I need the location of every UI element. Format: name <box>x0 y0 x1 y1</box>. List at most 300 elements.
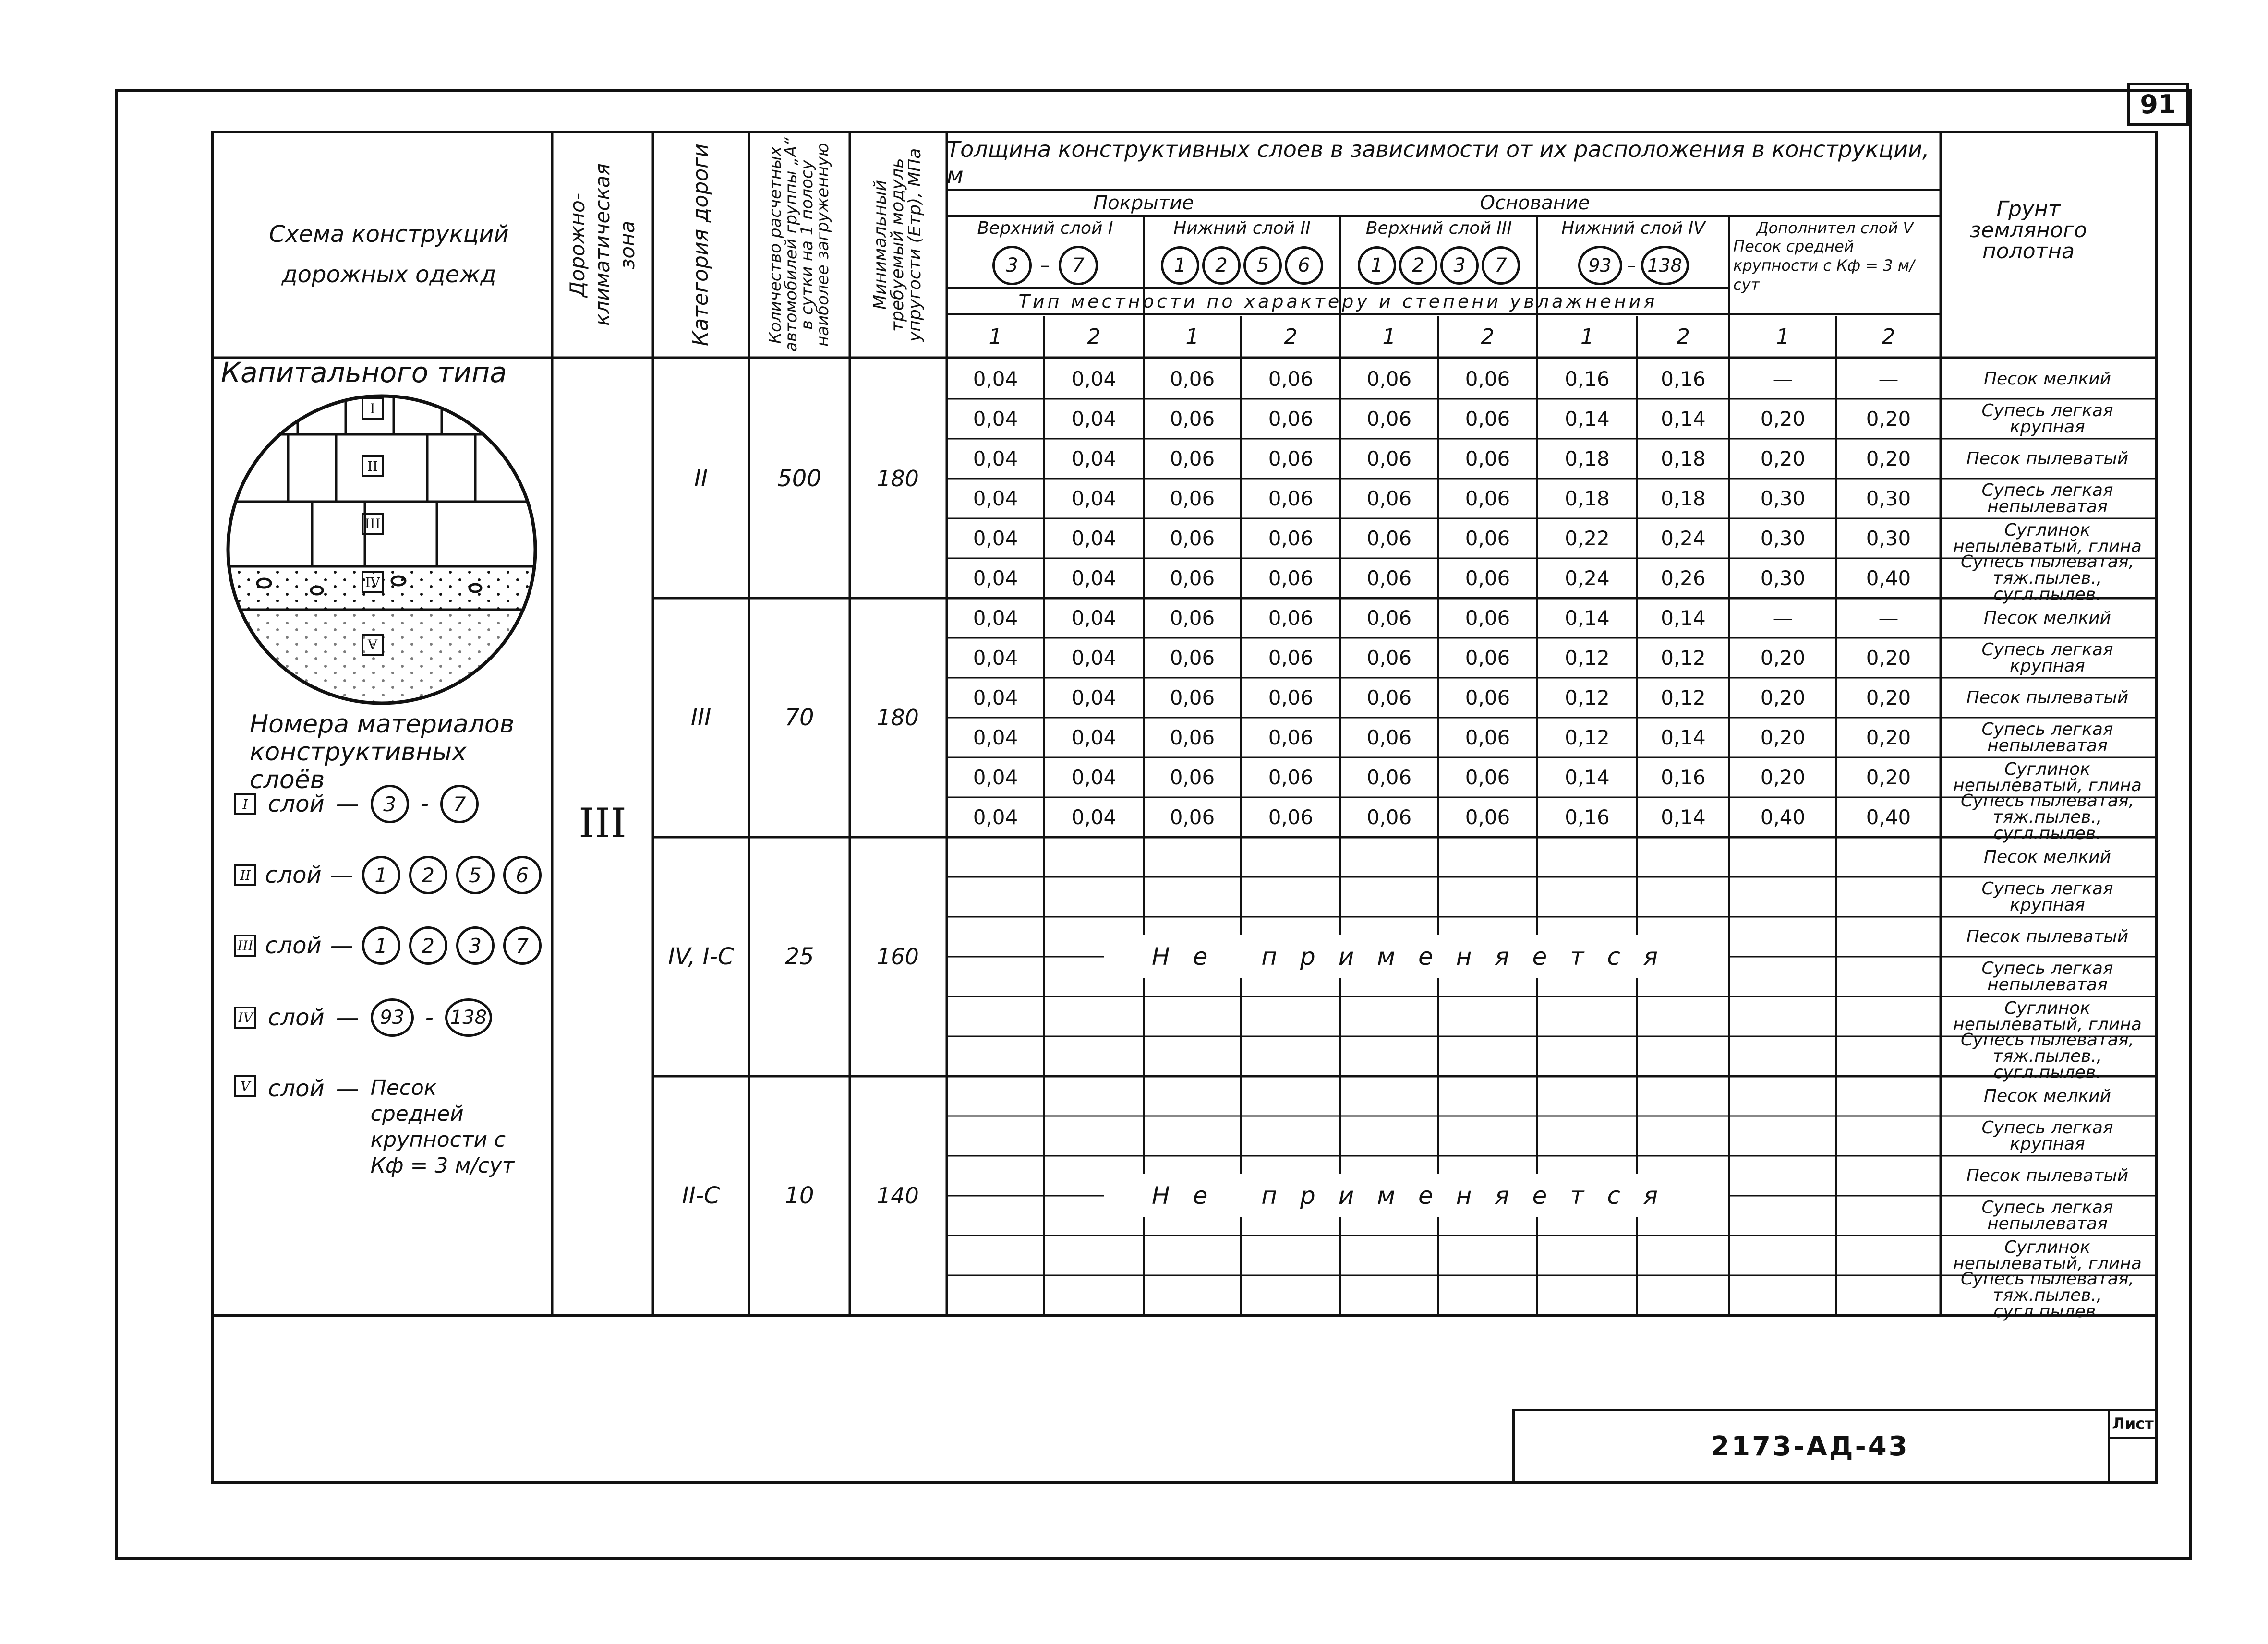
thickness-cell <box>1836 917 1941 957</box>
thickness-cell <box>1637 1036 1729 1076</box>
thickness-cell <box>1241 1275 1340 1315</box>
soil-type: Супесь легкая непылеватая <box>1981 719 2113 756</box>
thickness-cell <box>947 1156 1044 1196</box>
thickness-cell: 0,16 <box>1661 367 1706 391</box>
traffic-count: 10 <box>784 1182 814 1209</box>
thickness-cell <box>1340 1076 1438 1116</box>
thickness-cell: 0,06 <box>1268 606 1314 630</box>
soil-type: Супесь легкая крупная <box>1981 878 2113 915</box>
thickness-cell <box>1044 996 1144 1036</box>
thickness-cell <box>1637 837 1729 877</box>
thickness-cell <box>1729 1036 1836 1076</box>
thickness-cell: 0,06 <box>1465 606 1510 630</box>
subcolumn-number: 1 <box>989 324 1002 349</box>
thickness-cell: 0,20 <box>1760 407 1806 431</box>
required-modulus: 160 <box>877 944 919 970</box>
thickness-cell: 0,26 <box>1661 566 1706 590</box>
header-modulus: Минимальный требуемый модуль упругости (Етр), МПа <box>870 148 925 342</box>
thickness-cell: 0,06 <box>1366 606 1412 630</box>
thickness-cell: 0,06 <box>1465 566 1510 590</box>
thickness-cell: 0,06 <box>1366 447 1412 470</box>
header-category: Категория дороги <box>688 144 713 346</box>
code-circle: 3 <box>371 785 409 823</box>
legend-dash: — <box>330 932 353 959</box>
thickness-cell: 0,06 <box>1170 606 1215 630</box>
thickness-cell: 0,06 <box>1170 487 1215 510</box>
traffic-count: 25 <box>784 943 814 970</box>
legend-layer-word: слой <box>268 791 325 817</box>
thickness-cell <box>1836 837 1941 877</box>
thickness-cell <box>1044 1036 1144 1076</box>
thickness-cell: 0,18 <box>1661 487 1706 510</box>
header-terrain: Тип местности по характеру и степени увлажнения <box>1018 291 1658 312</box>
thickness-cell: 0,04 <box>1071 527 1117 550</box>
sheet-label: Лист <box>2108 1410 2158 1439</box>
thickness-cell <box>1729 877 1836 917</box>
soil-type: Суглинок непылеватый, глина <box>1953 998 2142 1034</box>
layer-mark: III <box>234 935 256 957</box>
thickness-cell <box>1144 1116 1241 1156</box>
thickness-cell <box>1144 1275 1241 1315</box>
thickness-cell: 0,16 <box>1661 766 1706 789</box>
thickness-cell: 0,12 <box>1661 686 1706 709</box>
thickness-cell <box>1241 996 1340 1036</box>
thickness-cell: 0,20 <box>1866 646 1911 670</box>
codes-layer4 <box>1537 244 1729 287</box>
code-circle: 93 <box>371 998 414 1037</box>
thickness-cell <box>1537 996 1637 1036</box>
legend-dash: — <box>336 1075 359 1102</box>
subcolumn-number: 2 <box>1481 324 1495 349</box>
legend-layer-word: слой <box>268 1075 325 1102</box>
thickness-cell: 0,06 <box>1366 805 1412 829</box>
road-category: II-С <box>682 1182 720 1209</box>
thickness-cell: 0,04 <box>973 606 1018 630</box>
thickness-cell: 0,24 <box>1661 527 1706 550</box>
thickness-cell: 0,18 <box>1565 487 1610 510</box>
header-layer2: Нижний слой II <box>1173 218 1311 238</box>
thickness-cell <box>1044 1116 1144 1156</box>
header-layer1: Верхний слой I <box>977 218 1113 238</box>
subcolumn-number: 1 <box>1580 324 1594 349</box>
header-thickness: Толщина конструктивных слоев в зависимости от их расположения в конструкции, м <box>947 136 1930 188</box>
soil-type: Суглинок непылеватый, глина <box>1953 1237 2142 1273</box>
code-circle: 3 <box>1440 246 1479 285</box>
code-dash: – <box>1627 255 1636 276</box>
code-circle: 2 <box>1202 246 1241 285</box>
thickness-cell: 0,06 <box>1366 646 1412 670</box>
legend-dash: — <box>336 791 359 817</box>
thickness-cell: 0,20 <box>1760 726 1806 749</box>
soil-type: Песок мелкий <box>1983 847 2111 867</box>
code-circle: 1 <box>1358 246 1396 285</box>
thickness-cell <box>1729 837 1836 877</box>
thickness-cell: 0,20 <box>1760 766 1806 789</box>
thickness-cell <box>947 1196 1044 1236</box>
thickness-cell: 0,04 <box>1071 367 1117 391</box>
thickness-cell <box>1044 1076 1144 1116</box>
legend-layer-word: слой <box>265 932 322 959</box>
thickness-cell <box>947 957 1044 996</box>
thickness-cell: 0,30 <box>1760 527 1806 550</box>
legend-row-3 <box>234 924 542 967</box>
thickness-cell <box>1537 877 1637 917</box>
thickness-cell <box>1729 917 1836 957</box>
soil-type: Супесь пылеватая, тяж.пылев., сугл.пылев. <box>1960 791 2135 843</box>
code-circle: 5 <box>456 856 495 894</box>
required-modulus: 180 <box>877 466 919 492</box>
subcolumn-number: 1 <box>1382 324 1396 349</box>
traffic-count: 500 <box>777 465 821 492</box>
soil-type: Песок пылеватый <box>1966 1165 2129 1186</box>
thickness-cell: 0,14 <box>1661 407 1706 431</box>
thickness-cell: 0,22 <box>1565 527 1610 550</box>
thickness-cell <box>1044 837 1144 877</box>
document-code: 2173-АД-43 <box>1711 1431 1909 1462</box>
thickness-cell <box>947 1116 1044 1156</box>
thickness-cell: 0,20 <box>1866 407 1911 431</box>
thickness-cell: 0,04 <box>973 566 1018 590</box>
thickness-cell <box>1144 837 1241 877</box>
thickness-cell <box>1438 1236 1537 1275</box>
code-circle: 1 <box>362 926 400 965</box>
code-circle: 5 <box>1243 246 1282 285</box>
thickness-cell: 0,14 <box>1661 726 1706 749</box>
thickness-cell: 0,20 <box>1866 766 1911 789</box>
thickness-cell <box>1836 1275 1941 1315</box>
thickness-cell: 0,06 <box>1268 527 1314 550</box>
thickness-cell: 0,12 <box>1661 646 1706 670</box>
header-osnovanie: Основание <box>1480 192 1590 214</box>
thickness-cell <box>1729 1156 1836 1196</box>
thickness-cell: 0,06 <box>1268 447 1314 470</box>
thickness-cell: 0,20 <box>1866 447 1911 470</box>
header-layer5: Дополнител слой V <box>1756 219 1914 237</box>
thickness-cell: 0,06 <box>1465 407 1510 431</box>
thickness-cell: 0,06 <box>1268 646 1314 670</box>
thickness-cell <box>1637 1275 1729 1315</box>
thickness-cell: 0,12 <box>1565 686 1610 709</box>
road-category: III <box>690 704 712 731</box>
code-circle: 2 <box>409 926 447 965</box>
thickness-cell <box>1537 1116 1637 1156</box>
thickness-cell: 0,04 <box>973 447 1018 470</box>
thickness-cell <box>947 837 1044 877</box>
thickness-cell: 0,06 <box>1465 447 1510 470</box>
thickness-cell <box>1438 996 1537 1036</box>
thickness-cell: 0,06 <box>1268 726 1314 749</box>
thickness-cell: 0,06 <box>1465 527 1510 550</box>
thickness-cell: 0,06 <box>1170 447 1215 470</box>
layer-mark: V <box>234 1075 256 1097</box>
layer-mark: IV <box>362 571 384 593</box>
thickness-cell <box>1637 877 1729 917</box>
thickness-cell <box>1144 1036 1241 1076</box>
thickness-cell: 0,04 <box>973 487 1018 510</box>
thickness-cell <box>1438 1275 1537 1315</box>
thickness-cell: 0,04 <box>973 805 1018 829</box>
soil-type: Песок мелкий <box>1983 369 2111 389</box>
soil-type: Песок пылеватый <box>1966 448 2129 468</box>
soil-type: Песок пылеватый <box>1966 687 2129 708</box>
legend-layer-word: слой <box>265 862 322 888</box>
subcolumn-number: 2 <box>1284 324 1298 349</box>
thickness-cell: 0,06 <box>1465 646 1510 670</box>
legend-layer5-text: Песок средней крупности с Кф = 3 м/сут <box>370 1076 515 1178</box>
thickness-cell: 0,06 <box>1465 487 1510 510</box>
thickness-cell: — <box>1878 606 1899 630</box>
thickness-cell: 0,20 <box>1760 646 1806 670</box>
thickness-cell <box>1537 837 1637 877</box>
thickness-cell: 0,04 <box>973 686 1018 709</box>
thickness-cell: 0,04 <box>1071 407 1117 431</box>
code-circle: 138 <box>445 998 492 1037</box>
thickness-cell: 0,06 <box>1268 686 1314 709</box>
thickness-cell: 0,06 <box>1170 566 1215 590</box>
thickness-cell: 0,06 <box>1366 407 1412 431</box>
thickness-cell: — <box>1773 367 1793 391</box>
thickness-cell: 0,06 <box>1170 367 1215 391</box>
thickness-cell: 0,14 <box>1565 407 1610 431</box>
thickness-cell <box>947 917 1044 957</box>
subcolumn-number: 1 <box>1185 324 1199 349</box>
thickness-cell <box>1537 1036 1637 1076</box>
thickness-cell <box>1438 837 1537 877</box>
layer-mark: IV <box>234 1007 256 1029</box>
header-scheme: Схема конструкций дорожных одежд <box>269 221 509 288</box>
soil-type: Суглинок непылеватый, глина <box>1953 520 2142 556</box>
subcolumn-number: 1 <box>1776 324 1790 349</box>
required-modulus: 180 <box>877 705 919 731</box>
layer-mark: V <box>362 634 384 656</box>
layer-mark: III <box>362 513 384 535</box>
legend-dash: — <box>330 862 353 888</box>
thickness-cell <box>1144 996 1241 1036</box>
scheme-type-label: Капитального типа <box>221 356 507 389</box>
subcolumn-number: 2 <box>1677 324 1690 349</box>
thickness-cell <box>1241 1236 1340 1275</box>
soil-type: Песок пылеватый <box>1966 926 2129 947</box>
thickness-cell <box>1836 1196 1941 1236</box>
climate-zone: III <box>579 800 627 847</box>
thickness-cell: 0,04 <box>973 367 1018 391</box>
thickness-cell: 0,40 <box>1760 805 1806 829</box>
thickness-cell <box>1241 1116 1340 1156</box>
code-circle: 7 <box>1482 246 1520 285</box>
thickness-cell: 0,14 <box>1661 606 1706 630</box>
thickness-cell <box>1537 1275 1637 1315</box>
thickness-cell <box>1340 996 1438 1036</box>
thickness-cell <box>1438 1036 1537 1076</box>
thickness-cell: 0,30 <box>1760 566 1806 590</box>
code-circle: 7 <box>440 785 479 823</box>
layer-mark: I <box>362 397 384 420</box>
thickness-cell: 0,04 <box>1071 686 1117 709</box>
code-circle: 3 <box>456 926 495 965</box>
legend-row-5 <box>234 1075 529 1179</box>
code-circle: 3 <box>992 246 1032 285</box>
thickness-cell: 0,06 <box>1268 487 1314 510</box>
thickness-cell: 0,06 <box>1170 726 1215 749</box>
thickness-cell: 0,06 <box>1170 686 1215 709</box>
thickness-cell: 0,06 <box>1366 566 1412 590</box>
thickness-cell: 0,18 <box>1661 447 1706 470</box>
thickness-cell: 0,30 <box>1866 527 1911 550</box>
legend-layer-word: слой <box>268 1004 325 1031</box>
subcolumn-number: 2 <box>1087 324 1101 349</box>
code-circle: 6 <box>503 856 542 894</box>
codes-layer1 <box>947 244 1144 287</box>
thickness-cell: 0,04 <box>1071 566 1117 590</box>
thickness-cell: 0,06 <box>1268 566 1314 590</box>
thickness-cell <box>1836 1116 1941 1156</box>
soil-type: Песок мелкий <box>1983 1086 2111 1106</box>
soil-type: Песок мелкий <box>1983 608 2111 628</box>
thickness-cell: 0,14 <box>1565 606 1610 630</box>
thickness-cell <box>1340 1116 1438 1156</box>
required-modulus: 140 <box>877 1183 919 1209</box>
layer-mark: II <box>362 455 384 477</box>
thickness-cell <box>1044 1275 1144 1315</box>
thickness-cell: 0,06 <box>1170 766 1215 789</box>
thickness-cell: 0,04 <box>973 726 1018 749</box>
codes-layer2 <box>1144 244 1340 287</box>
header-layer4: Нижний слой IV <box>1561 218 1705 238</box>
code-circle: 138 <box>1641 246 1689 285</box>
thickness-cell <box>1044 877 1144 917</box>
thickness-cell <box>947 1076 1044 1116</box>
code-circle: 1 <box>1161 246 1199 285</box>
thickness-cell <box>1340 1036 1438 1076</box>
thickness-cell <box>1637 1116 1729 1156</box>
thickness-cell <box>947 877 1044 917</box>
thickness-cell <box>1340 837 1438 877</box>
thickness-cell <box>1144 1076 1241 1116</box>
thickness-cell: 0,06 <box>1268 407 1314 431</box>
thickness-cell <box>1729 996 1836 1036</box>
thickness-cell <box>1836 996 1941 1036</box>
thickness-cell <box>1340 877 1438 917</box>
thickness-cell: 0,06 <box>1366 686 1412 709</box>
thickness-cell: 0,04 <box>1071 447 1117 470</box>
thickness-cell: 0,16 <box>1565 805 1610 829</box>
code-circle: 7 <box>503 926 542 965</box>
thickness-cell: 0,04 <box>1071 606 1117 630</box>
not-applicable-note: Не применяется <box>1104 1174 1728 1217</box>
thickness-cell: 0,06 <box>1465 367 1510 391</box>
sheet-number: 91 <box>2140 89 2176 120</box>
thickness-cell <box>1637 1076 1729 1116</box>
soil-type: Супесь пылеватая, тяж.пылев., сугл.пылев. <box>1960 552 2135 604</box>
not-applicable-note: Не применяется <box>1104 935 1728 978</box>
legend-row-1: I слой — 3 - 7 <box>234 782 479 826</box>
soil-type: Супесь пылеватая, тяж.пылев., сугл.пылев. <box>1960 1030 2135 1082</box>
code-dash: – <box>1040 254 1050 276</box>
thickness-cell: 0,04 <box>973 407 1018 431</box>
code-circle: 2 <box>409 856 447 894</box>
header-soil: Грунт земляного полотна <box>1970 197 2087 264</box>
thickness-cell <box>1340 1275 1438 1315</box>
thickness-cell <box>1637 996 1729 1036</box>
thickness-cell: 0,12 <box>1565 726 1610 749</box>
thickness-cell <box>1144 1236 1241 1275</box>
thickness-cell: 0,06 <box>1465 766 1510 789</box>
header-layer3: Верхний слой III <box>1365 218 1512 238</box>
header-pokrytie: Покрытие <box>1093 192 1194 214</box>
thickness-cell: 0,20 <box>1866 686 1911 709</box>
code-circle: 7 <box>1059 246 1098 285</box>
thickness-cell <box>1729 1196 1836 1236</box>
thickness-cell: 0,20 <box>1760 686 1806 709</box>
thickness-cell <box>1241 1036 1340 1076</box>
thickness-cell <box>947 996 1044 1036</box>
legend-title: Номера материалов конструктивных слоёв <box>250 710 515 794</box>
thickness-cell: 0,06 <box>1465 726 1510 749</box>
thickness-cell: 0,06 <box>1366 487 1412 510</box>
thickness-cell: 0,06 <box>1465 686 1510 709</box>
thickness-cell <box>1241 877 1340 917</box>
thickness-cell: 0,04 <box>1071 646 1117 670</box>
soil-type: Супесь легкая непылеватая <box>1981 1197 2113 1234</box>
road-category: II <box>694 465 708 492</box>
thickness-cell: 0,06 <box>1366 726 1412 749</box>
codes-layer3 <box>1340 244 1537 287</box>
thickness-cell <box>1537 1236 1637 1275</box>
thickness-cell <box>947 1036 1044 1076</box>
thickness-cell: 0,06 <box>1268 766 1314 789</box>
thickness-cell <box>1438 1116 1537 1156</box>
thickness-cell: 0,04 <box>1071 805 1117 829</box>
thickness-cell: 0,04 <box>973 646 1018 670</box>
thickness-cell: 0,06 <box>1366 766 1412 789</box>
soil-type: Супесь легкая крупная <box>1981 1117 2113 1154</box>
code-circle: 1 <box>362 856 400 894</box>
thickness-cell <box>1729 1275 1836 1315</box>
codes-layer5: Песок средней крупности с Кф = 3 м/сут <box>1733 237 1915 294</box>
thickness-cell <box>1836 1236 1941 1275</box>
thickness-cell: 0,30 <box>1866 487 1911 510</box>
thickness-cell: 0,04 <box>973 527 1018 550</box>
thickness-cell: 0,40 <box>1866 805 1911 829</box>
thickness-cell: 0,18 <box>1565 447 1610 470</box>
thickness-cell: 0,06 <box>1170 407 1215 431</box>
soil-type: Супесь легкая крупная <box>1981 400 2113 437</box>
thickness-cell <box>947 1275 1044 1315</box>
subcolumn-number: 2 <box>1882 324 1895 349</box>
thickness-cell: 0,06 <box>1268 367 1314 391</box>
road-category: IV, I-С <box>668 943 734 970</box>
thickness-cell <box>1729 957 1836 996</box>
thickness-cell <box>1340 1236 1438 1275</box>
code-circle: 93 <box>1578 246 1622 285</box>
legend-dash: — <box>336 1004 359 1031</box>
thickness-cell: 0,06 <box>1366 367 1412 391</box>
thickness-cell <box>1241 837 1340 877</box>
thickness-cell <box>1836 1156 1941 1196</box>
header-traffic: Количество расчетных автомобилей группы „А“ в сутки на 1 полосу наиболее загруженную <box>766 137 832 352</box>
thickness-cell: 0,06 <box>1170 646 1215 670</box>
thickness-cell <box>1537 1076 1637 1116</box>
thickness-cell <box>1438 877 1537 917</box>
thickness-cell: 0,24 <box>1565 566 1610 590</box>
thickness-cell: 0,04 <box>973 766 1018 789</box>
thickness-cell: — <box>1878 367 1899 391</box>
header-zone: Дорожно-климатическая зона <box>566 163 639 326</box>
thickness-cell <box>1836 957 1941 996</box>
thickness-cell <box>1637 1236 1729 1275</box>
thickness-cell: 0,14 <box>1661 805 1706 829</box>
legend-row-2 <box>234 853 542 897</box>
